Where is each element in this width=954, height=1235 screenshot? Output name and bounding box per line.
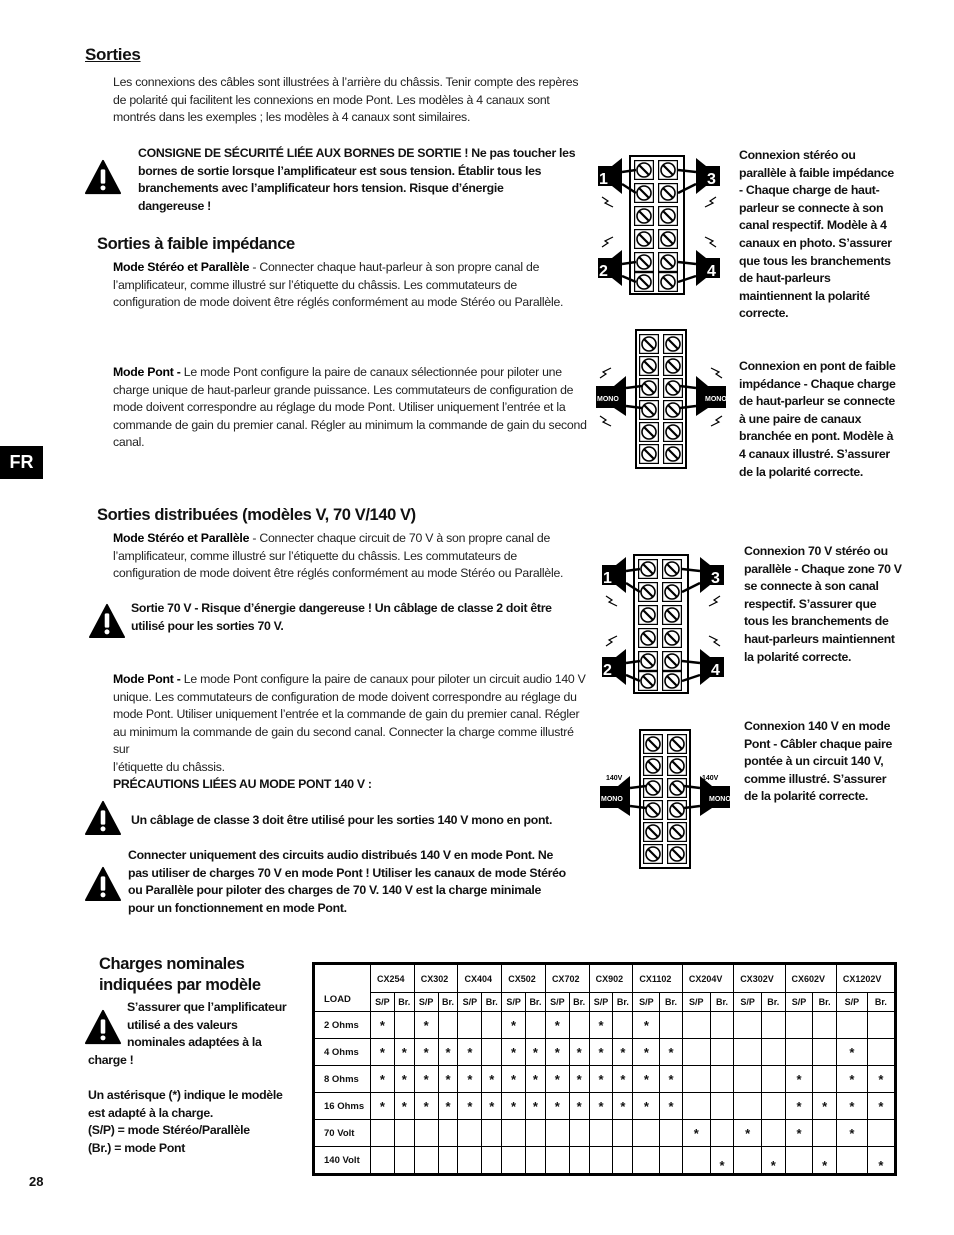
stereo-parallel-header: S/P xyxy=(734,993,762,1012)
rating-cell xyxy=(525,1147,545,1175)
warning-line: Sortie 70 V - Risque d’énergie dangereuse ! Un câblage de classe 2 doit être xyxy=(131,601,552,615)
rating-cell xyxy=(458,1120,482,1147)
stereo-70v-diagram xyxy=(598,551,728,696)
model-header: CX204V xyxy=(682,964,733,993)
table-row xyxy=(314,1147,896,1175)
rating-cell xyxy=(813,1066,836,1093)
bridge-header: Br. xyxy=(710,993,733,1012)
load-row-label: 4 Ohms xyxy=(314,1039,371,1066)
rating-cell: * xyxy=(371,1093,395,1120)
caption-line: à une paire de canaux xyxy=(739,411,862,426)
caption-line: de la polarité correcte. xyxy=(744,789,869,804)
rating-cell: * xyxy=(414,1039,438,1066)
caption-line: comme illustré. S’assurer xyxy=(744,771,887,786)
rating-cell xyxy=(525,1012,545,1039)
rating-cell xyxy=(762,1093,785,1120)
stereo-parallel-header: S/P xyxy=(682,993,710,1012)
rating-cell: * xyxy=(394,1066,414,1093)
distributed-stereo-paragraph xyxy=(113,530,593,583)
rating-cell: * xyxy=(545,1093,569,1120)
rating-cell: * xyxy=(502,1012,526,1039)
caption-line: pontée à un circuit 140 V, xyxy=(744,754,884,769)
rating-cell xyxy=(482,1039,502,1066)
caption-line: canal respectif. Modèle à 4 xyxy=(739,218,887,233)
model-header: CX1102 xyxy=(633,964,682,993)
rating-cell xyxy=(438,1147,458,1175)
caption-line: tous les branchements de xyxy=(744,614,889,629)
rating-cell: * xyxy=(502,1039,526,1066)
bridge-header: Br. xyxy=(762,993,785,1012)
caption-line: Connexion en pont de faible xyxy=(739,359,896,373)
paragraph-text: - Connecter chaque haut-parleur à son propre canal de xyxy=(249,260,540,274)
warning-icon xyxy=(84,800,122,836)
rating-cell: * xyxy=(482,1093,502,1120)
rating-cell xyxy=(394,1120,414,1147)
warning-line: utilisé pour les sorties 70 V. xyxy=(131,618,284,633)
load-header: LOAD xyxy=(314,964,371,1012)
paragraph-text: l’amplificateur, comme illustré sur l’étiquette du châssis. Les commutateurs de xyxy=(113,548,517,563)
paragraph-text: mode doivent correspondre au réglage du mode Pont. Utiliser uniquement l’entrée et la xyxy=(113,400,566,414)
stereo-parallel-header: S/P xyxy=(836,993,867,1012)
rating-cell: * xyxy=(660,1066,683,1093)
caption-line: se connecte à son canal xyxy=(744,579,879,594)
caption-line: branchée en pont. Modèle à xyxy=(739,429,894,444)
rating-cell: * xyxy=(414,1093,438,1120)
rating-cell: * xyxy=(734,1120,762,1147)
load-row-label: 140 Volt xyxy=(314,1147,371,1175)
rating-cell: * xyxy=(785,1066,813,1093)
stereo-parallel-header: S/P xyxy=(458,993,482,1012)
legend-line: (Br.) = mode Pont xyxy=(88,1140,186,1155)
table-row xyxy=(314,1039,896,1066)
warning-140v-circuits xyxy=(128,847,593,917)
mono-label: MONO xyxy=(597,396,619,403)
intro-line: montrés dans les exemples ; les modèles à 4 canaux sont similaires. xyxy=(113,110,471,124)
rating-cell: * xyxy=(613,1093,633,1120)
rating-cell xyxy=(613,1120,633,1147)
rating-cell: * xyxy=(589,1093,613,1120)
load-row-label: 8 Ohms xyxy=(314,1066,371,1093)
rating-cell: * xyxy=(545,1066,569,1093)
rating-cell: * xyxy=(836,1066,867,1093)
bridge-header: Br. xyxy=(660,993,683,1012)
caption-line: maintiennent la polarité xyxy=(739,288,870,303)
stereo-connection-diagram xyxy=(594,152,724,297)
section-title-charges xyxy=(99,954,261,996)
rating-cell: * xyxy=(525,1093,545,1120)
title-line: indiquées par modèle xyxy=(99,976,261,994)
paragraph-text: mode Pont. Utiliser uniquement l’entrée et la commande de gain du premier canal. Régler xyxy=(113,707,580,721)
rating-cell xyxy=(482,1120,502,1147)
stereo-parallel-header: S/P xyxy=(545,993,569,1012)
load-rating-table xyxy=(312,962,897,1176)
rating-cell xyxy=(414,1120,438,1147)
rating-cell xyxy=(867,1039,895,1066)
rating-cell xyxy=(710,1012,733,1039)
rating-cell xyxy=(482,1012,502,1039)
rating-cell xyxy=(633,1120,660,1147)
rating-cell: * xyxy=(836,1039,867,1066)
warning-icon xyxy=(88,603,126,639)
rating-cell: * xyxy=(482,1066,502,1093)
rating-cell xyxy=(785,1039,813,1066)
rating-cell xyxy=(836,1012,867,1039)
rating-cell xyxy=(569,1120,589,1147)
rating-cell: * xyxy=(438,1039,458,1066)
mono-label: MONO xyxy=(705,396,727,403)
rating-cell: * xyxy=(545,1012,569,1039)
bridge-header: Br. xyxy=(867,993,895,1012)
rating-cell xyxy=(682,1093,710,1120)
caption-line: de la polarité correcte. xyxy=(739,464,864,479)
stereo-parallel-header: S/P xyxy=(371,993,395,1012)
warning-line: S’assurer que l’amplificateur xyxy=(127,1000,287,1014)
stereo-parallel-header: S/P xyxy=(414,993,438,1012)
caption-line: parleur se connecte à son xyxy=(739,200,884,215)
warning-line: nominales adaptées à la xyxy=(127,1035,262,1050)
caption-line: impédance - Chaque charge xyxy=(739,376,896,391)
rating-cell xyxy=(710,1039,733,1066)
page-number: 28 xyxy=(29,1174,44,1189)
rating-cell xyxy=(458,1147,482,1175)
paragraph-text: l’amplificateur, comme illustré sur l’étiquette du châssis. Les commutateurs de xyxy=(113,277,517,292)
warning-line: ou Parallèle pour piloter des charges de 70 V. 140 V est la charge minimale xyxy=(128,883,542,898)
rating-cell: * xyxy=(836,1120,867,1147)
caption-stereo-low-impedance xyxy=(739,147,919,323)
rating-cell xyxy=(682,1012,710,1039)
rating-cell: * xyxy=(569,1093,589,1120)
precautions-heading: PRÉCAUTIONS LIÉES AU MODE PONT 140 V : xyxy=(113,777,372,791)
rating-cell: * xyxy=(867,1093,895,1120)
rating-cell xyxy=(545,1120,569,1147)
mono-label: MONO xyxy=(709,796,731,803)
caption-line: de haut-parleurs xyxy=(739,271,831,286)
caption-line: de haut-parleur se connecte xyxy=(739,394,895,409)
legend-line: (S/P) = mode Stéréo/Parallèle xyxy=(88,1123,250,1138)
rating-cell: * xyxy=(569,1039,589,1066)
bridge-header: Br. xyxy=(438,993,458,1012)
rating-cell: * xyxy=(525,1066,545,1093)
rating-cell: * xyxy=(813,1147,836,1175)
rating-cell xyxy=(394,1147,414,1175)
model-header: CX602V xyxy=(785,964,836,993)
rating-cell: * xyxy=(785,1120,813,1147)
load-row-label: 70 Volt xyxy=(314,1120,371,1147)
rating-cell: * xyxy=(710,1147,733,1175)
mode-label: Mode Pont - xyxy=(113,672,181,686)
table-row xyxy=(314,1066,896,1093)
caption-line: parallèle - Chaque zone 70 V xyxy=(744,561,902,576)
rating-cell: * xyxy=(569,1066,589,1093)
channel-label: 4 xyxy=(707,263,716,280)
rating-cell xyxy=(371,1120,395,1147)
rating-cell: * xyxy=(502,1066,526,1093)
warning-line: utilisé a des valeurs xyxy=(127,1017,238,1032)
warning-line: branchements avec l’amplificateur hors tension. Risque d’énergie xyxy=(138,181,504,196)
caption-line: la polarité correcte. xyxy=(744,649,852,664)
stereo-parallel-header: S/P xyxy=(589,993,613,1012)
rating-cell xyxy=(502,1147,526,1175)
rating-cell xyxy=(438,1120,458,1147)
warning-icon xyxy=(84,866,122,902)
table-row xyxy=(314,1012,896,1039)
bridge-connection-diagram xyxy=(594,328,728,470)
caption-line: Connexion 70 V stéréo ou xyxy=(744,544,888,558)
warning-line: pour un fonctionnement en mode Pont. xyxy=(128,900,347,915)
model-header: CX1202V xyxy=(836,964,895,993)
rating-cell: * xyxy=(836,1093,867,1120)
warning-140v-class3: Un câblage de classe 3 doit être utilisé pour les sorties 140 V mono en pont. xyxy=(131,813,553,827)
rating-cell: * xyxy=(394,1039,414,1066)
rating-cell: * xyxy=(438,1093,458,1120)
bridge-header: Br. xyxy=(525,993,545,1012)
rating-cell: * xyxy=(867,1066,895,1093)
paragraph-text: unique. Les commutateurs de configuration de mode doivent correspondre au réglage du xyxy=(113,689,577,704)
rating-cell xyxy=(394,1012,414,1039)
rating-cell xyxy=(438,1012,458,1039)
bridge-header: Br. xyxy=(569,993,589,1012)
rating-cell xyxy=(710,1066,733,1093)
table-row xyxy=(314,1093,896,1120)
rating-cell xyxy=(682,1066,710,1093)
channel-label: 3 xyxy=(707,171,716,188)
caption-70v-stereo xyxy=(744,543,919,666)
charges-warning xyxy=(88,999,303,1069)
section-title-sorties: Sorties xyxy=(85,45,141,64)
channel-label: 3 xyxy=(711,570,720,587)
output-safety-warning xyxy=(138,145,588,215)
rating-cell: * xyxy=(458,1093,482,1120)
legend-line: Un astérisque (*) indique le modèle xyxy=(88,1088,283,1102)
rating-cell xyxy=(569,1147,589,1175)
voltage-label: 140V xyxy=(606,775,623,782)
mode-label: Mode Stéréo et Parallèle xyxy=(113,260,250,274)
intro-line: Les connexions des câbles sont illustrées à l’arrière du châssis. Tenir compte des repères xyxy=(113,75,579,89)
rating-cell xyxy=(682,1147,710,1175)
warning-line: pas utiliser de charges 70 V en mode Pont ! Utiliser les canaux de mode Stéréo xyxy=(128,865,566,880)
bridge-header: Br. xyxy=(813,993,836,1012)
rating-cell xyxy=(762,1066,785,1093)
channel-label: 2 xyxy=(603,662,612,679)
paragraph-text: charge unique de haut-parleur grande puissance. Les commutateurs de configuration de xyxy=(113,382,574,397)
paragraph-text: commande de gain du premier canal. Régler au minimum la commande de gain du second xyxy=(113,417,587,432)
voltage-label: 140V xyxy=(702,775,719,782)
rating-cell xyxy=(660,1147,683,1175)
rating-cell xyxy=(813,1012,836,1039)
sorties-intro xyxy=(113,74,593,127)
rating-cell: * xyxy=(414,1066,438,1093)
rating-cell xyxy=(502,1120,526,1147)
rating-cell xyxy=(371,1147,395,1175)
rating-cell xyxy=(682,1039,710,1066)
intro-line: de polarité qui facilitent les connexions en mode Pont. Les modèles à 4 canaux sont xyxy=(113,92,550,107)
rating-cell: * xyxy=(458,1039,482,1066)
paragraph-text: au minimum la commande de gain du second canal. Connecter la charge comme illustré sur xyxy=(113,724,574,756)
rating-cell: * xyxy=(371,1012,395,1039)
caption-line: - Chaque charge de haut- xyxy=(739,183,880,198)
rating-cell xyxy=(569,1012,589,1039)
rating-cell xyxy=(762,1120,785,1147)
rating-cell xyxy=(734,1039,762,1066)
rating-cell xyxy=(633,1147,660,1175)
rating-cell: * xyxy=(660,1039,683,1066)
rating-cell: * xyxy=(414,1012,438,1039)
stereo-parallel-header: S/P xyxy=(633,993,660,1012)
caption-140v-bridge xyxy=(744,718,919,806)
rating-cell xyxy=(813,1120,836,1147)
bridge-header: Br. xyxy=(482,993,502,1012)
caption-line: parallèle à faible impédance xyxy=(739,165,894,180)
low-impedance-stereo-paragraph xyxy=(113,259,593,312)
rating-cell: * xyxy=(394,1093,414,1120)
rating-cell xyxy=(762,1012,785,1039)
channel-label: 4 xyxy=(711,662,720,679)
caption-line: respectif. S’assurer que xyxy=(744,596,877,611)
warning-line: CONSIGNE DE SÉCURITÉ LIÉE AUX BORNES DE SORTIE ! Ne pas toucher les xyxy=(138,146,576,160)
channel-label: 1 xyxy=(603,570,612,587)
warning-line: Connecter uniquement des circuits audio distribués 140 V en mode Pont. Ne xyxy=(128,848,553,862)
model-header: CX302V xyxy=(734,964,785,993)
model-header: CX302 xyxy=(414,964,458,993)
rating-cell xyxy=(660,1120,683,1147)
rating-cell: * xyxy=(633,1039,660,1066)
rating-cell: * xyxy=(660,1093,683,1120)
load-row-label: 16 Ohms xyxy=(314,1093,371,1120)
rating-cell: * xyxy=(589,1066,613,1093)
rating-cell: * xyxy=(633,1066,660,1093)
distributed-bridge-paragraph xyxy=(113,671,593,776)
rating-cell: * xyxy=(762,1147,785,1175)
bridge-140v-diagram xyxy=(598,728,732,870)
caption-line: 4 canaux illustré. S’assurer xyxy=(739,446,890,461)
rating-cell: * xyxy=(613,1039,633,1066)
rating-cell: * xyxy=(785,1093,813,1120)
rating-cell: * xyxy=(589,1012,613,1039)
rating-cell xyxy=(482,1147,502,1175)
load-row-label: 2 Ohms xyxy=(314,1012,371,1039)
rating-cell: * xyxy=(438,1066,458,1093)
paragraph-text: Le mode Pont configure la paire de canaux pour piloter un circuit audio 140 V xyxy=(180,672,586,686)
rating-cell: * xyxy=(371,1066,395,1093)
caption-line: Connexion 140 V en mode xyxy=(744,719,891,733)
warning-line: bornes de sortie lorsque l’amplificateur est sous tension. Établir tous les xyxy=(138,163,542,178)
section-title-distributed: Sorties distribuées (modèles V, 70 V/140 V) xyxy=(97,506,416,524)
caption-line: que tous les branchements xyxy=(739,253,891,268)
paragraph-text: l’étiquette du châssis. xyxy=(113,759,225,774)
paragraph-text: Le mode Pont configure la paire de canaux sélectionnée pour piloter une xyxy=(180,365,562,379)
charges-legend xyxy=(88,1087,303,1157)
rating-cell xyxy=(710,1093,733,1120)
caption-line: haut-parleurs maintiennent xyxy=(744,631,895,646)
rating-cell xyxy=(613,1147,633,1175)
bridge-header: Br. xyxy=(613,993,633,1012)
rating-cell: * xyxy=(633,1093,660,1120)
warning-icon xyxy=(84,157,122,197)
rating-cell xyxy=(813,1039,836,1066)
paragraph-text: configuration de mode doivent être réglés conformément au mode Stéréo ou Parallèle. xyxy=(113,566,564,580)
rating-cell: * xyxy=(682,1120,710,1147)
language-tab: FR xyxy=(0,446,43,479)
channel-label: 2 xyxy=(599,263,608,280)
rating-cell xyxy=(867,1012,895,1039)
warning-70v xyxy=(131,600,591,635)
rating-cell: * xyxy=(525,1039,545,1066)
rating-cell xyxy=(589,1120,613,1147)
warning-line: dangereuse ! xyxy=(138,198,211,213)
paragraph-text: canal. xyxy=(113,435,145,449)
rating-cell xyxy=(525,1120,545,1147)
rating-cell xyxy=(734,1147,762,1175)
rating-cell: * xyxy=(589,1039,613,1066)
mode-label: Mode Stéréo et Parallèle xyxy=(113,531,250,545)
rating-cell: * xyxy=(867,1147,895,1175)
section-title-low-impedance: Sorties à faible impédance xyxy=(97,235,295,253)
bridge-header: Br. xyxy=(394,993,414,1012)
rating-cell xyxy=(589,1147,613,1175)
rating-cell xyxy=(458,1012,482,1039)
table-row xyxy=(314,1120,896,1147)
caption-line: Pont - Câbler chaque paire xyxy=(744,736,892,751)
paragraph-text: - Connecter chaque circuit de 70 V à son propre canal de xyxy=(249,531,551,545)
rating-cell: * xyxy=(813,1093,836,1120)
rating-cell: * xyxy=(633,1012,660,1039)
caption-line: Connexion stéréo ou xyxy=(739,148,856,162)
mode-label: Mode Pont - xyxy=(113,365,181,379)
rating-cell: * xyxy=(458,1066,482,1093)
rating-cell xyxy=(785,1012,813,1039)
rating-cell xyxy=(867,1120,895,1147)
mono-label: MONO xyxy=(601,796,623,803)
rating-cell: * xyxy=(371,1039,395,1066)
model-header: CX502 xyxy=(502,964,546,993)
caption-line: correcte. xyxy=(739,306,789,321)
model-header: CX902 xyxy=(589,964,633,993)
model-header: CX404 xyxy=(458,964,502,993)
channel-label: 1 xyxy=(599,171,608,188)
rating-cell xyxy=(710,1120,733,1147)
rating-cell xyxy=(660,1012,683,1039)
rating-cell xyxy=(762,1039,785,1066)
model-header: CX254 xyxy=(371,964,415,993)
rating-cell: * xyxy=(613,1066,633,1093)
warning-line: charge ! xyxy=(88,1052,134,1067)
rating-cell: * xyxy=(502,1093,526,1120)
paragraph-text: configuration de mode doivent être réglés conformément au mode Stéréo ou Parallèle. xyxy=(113,295,564,309)
legend-line: est adapté à la charge. xyxy=(88,1105,214,1120)
rating-cell xyxy=(785,1147,813,1175)
title-line: Charges nominales xyxy=(99,955,245,973)
low-impedance-bridge-paragraph xyxy=(113,364,593,452)
rating-cell xyxy=(836,1147,867,1175)
rating-cell xyxy=(414,1147,438,1175)
rating-cell xyxy=(613,1012,633,1039)
rating-cell xyxy=(734,1012,762,1039)
rating-cell xyxy=(734,1066,762,1093)
stereo-parallel-header: S/P xyxy=(785,993,813,1012)
rating-cell xyxy=(545,1147,569,1175)
stereo-parallel-header: S/P xyxy=(502,993,526,1012)
caption-line: canaux en photo. S’assurer xyxy=(739,235,892,250)
caption-bridge-low-impedance xyxy=(739,358,919,481)
rating-cell: * xyxy=(545,1039,569,1066)
rating-cell xyxy=(734,1093,762,1120)
model-header: CX702 xyxy=(545,964,589,993)
